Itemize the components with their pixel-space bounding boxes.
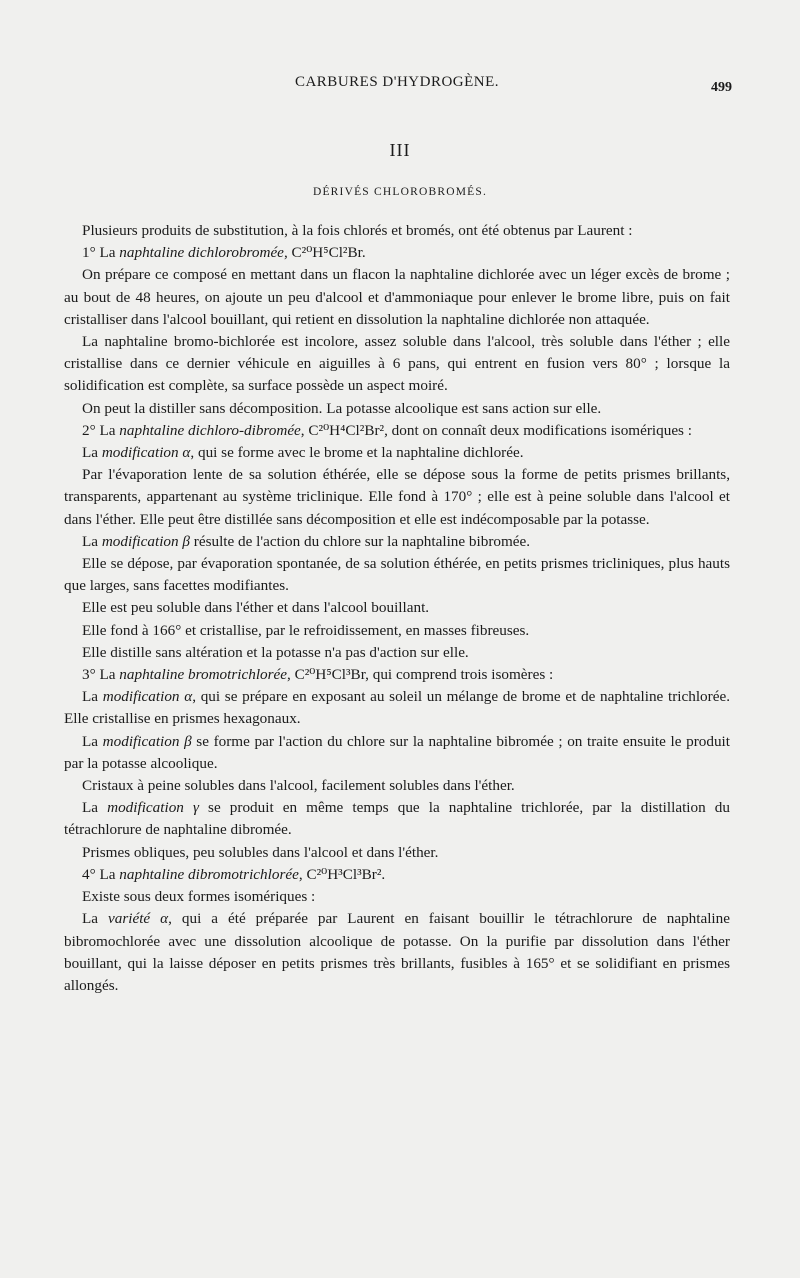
paragraph [64,331,730,398]
paragraph [64,464,730,531]
paragraph-text: , C²⁰H⁴Cl²Br², dont on connaît deux modifications isomériques : [300,421,692,439]
paragraph [64,842,730,864]
paragraph [64,797,730,841]
paragraph-emphasis: naphtaline dibromotrichlorée [119,865,299,883]
running-title: CARBURES D'HYDROGÈNE. [294,74,500,90]
section-title: DÉRIVÉS CHLOROBROMÉS. [312,186,488,198]
page-header [62,74,732,96]
paragraph [64,775,730,797]
paragraph-text: 1° La [82,244,120,262]
paragraph-text: La [82,910,108,928]
paragraph [64,553,730,597]
paragraph-emphasis: naphtaline dichloro-dibromée [119,421,301,439]
paragraph-emphasis: naphtaline dichlorobromée [119,244,284,262]
paragraph [64,442,730,464]
paragraph [64,620,730,642]
paragraph-text: La [82,532,102,550]
paragraph-text: Elle distille sans altération et la potasse n'a pas d'action sur elle. [82,643,469,661]
paragraph-text: On prépare ce composé en mettant dans un flacon la naphtaline dichlorée avec un léger excès de brome ; au bout de 48 heures, on ajoute un peu d'alcool et d'ammoniaque pour enlever le brome libre, puis on fait cristalliser dans l'alcool bouillant, qui retient en dissolution la naphtaline dichlorée non attaquée. [64,266,730,328]
paragraph [64,908,730,997]
paragraph-emphasis: modification α [102,688,193,706]
paragraph-emphasis: modification α [101,444,191,462]
paragraph-text: Existe sous deux formes isomériques : [82,888,316,906]
paragraph-emphasis: modification β [101,532,190,550]
paragraph-text: Prismes obliques, peu solubles dans l'alcool et dans l'éther. [82,843,439,861]
paragraph-emphasis: modification β [102,732,192,750]
paragraph-text: 2° La [82,421,120,439]
paragraph-text: Elle se dépose, par évaporation spontanée, de sa solution éthérée, en petits prismes tricliniques, plus hauts que larges, sans facettes modifiantes. [64,555,730,595]
paragraph-text: se produit en même temps que la naphtaline trichlorée, par la distillation du tétrachlorure de naphtaline dibromée. [64,799,730,839]
body-text [64,220,730,997]
paragraph-text: La [82,444,102,462]
paragraph [64,264,730,331]
paragraph-text: , qui a été préparée par Laurent en faisant bouillir le tétrachlorure de naphtaline bibromochlorée avec une dissolution alcoolique de potasse. On la purifie par dissolution dans l'éther bouillant, qui la laisse déposer en petits prismes très brillants, fusibles à 165° et se solidifiant en prismes allongés. [64,910,730,994]
paragraph [64,242,730,264]
paragraph-text: Cristaux à peine solubles dans l'alcool, facilement solubles dans l'éther. [82,777,515,795]
paragraph-emphasis: modification γ [107,799,199,817]
paragraph [64,398,730,420]
paragraph-text: Par l'évaporation lente de sa solution éthérée, elle se dépose sous la forme de petits prismes brillants, transparents, appartenant au système triclinique. Elle fond à 170° ; elle est à peine soluble dans l'alcool et dans l'éther. Elle peut être distillée sans décomposition et elle est indécomposable par la potasse. [64,466,730,528]
paragraph [64,664,730,686]
paragraph [64,686,730,730]
paragraph [64,597,730,619]
paragraph [64,420,730,442]
paragraph [64,220,730,242]
paragraph-text: Elle fond à 166° et cristallise, par le refroidissement, en masses fibreuses. [82,621,530,639]
paragraph-text: Elle est peu soluble dans l'éther et dans l'alcool bouillant. [82,599,430,617]
paragraph [64,886,730,908]
page-number: 499 [711,80,732,95]
paragraph [64,731,730,775]
paragraph-text: , qui se forme avec le brome et la naphtaline dichlorée. [190,444,524,462]
paragraph-emphasis: naphtaline bromotrichlorée [119,666,288,684]
paragraph-text: 4° La [82,865,120,883]
paragraph-text: Plusieurs produits de substitution, à la fois chlorés et bromés, ont été obtenus par Laurent : [82,222,633,239]
paragraph [64,864,730,886]
section-number: III [389,140,411,160]
paragraph-text: , C²⁰H⁵Cl³Br, qui comprend trois isomères : [287,666,554,684]
paragraph-text: 3° La [82,666,120,684]
paragraph-text: résulte de l'action du chlore sur la naphtaline bibromée. [189,532,531,550]
paragraph-text: se forme par l'action du chlore sur la naphtaline bibromée ; on traite ensuite le produit par la potasse alcoolique. [64,732,730,772]
paragraph-text: , qui se prépare en exposant au soleil un mélange de brome et de naphtaline trichlorée. Elle cristallise en prismes hexagonaux. [64,688,730,728]
paragraph-text: La [82,799,108,817]
paragraph [64,642,730,664]
paragraph-text: , C²⁰H⁵Cl²Br. [283,244,366,262]
paragraph-emphasis: variété α [108,910,169,928]
paragraph-text: La [82,688,103,706]
paragraph [64,531,730,553]
paragraph-text: , C²⁰H³Cl³Br². [298,865,386,883]
paragraph-text: La naphtaline bromo-bichlorée est incolore, assez soluble dans l'alcool, très soluble dans l'éther ; elle cristallise dans ce dernier véhicule en aiguilles à 6 pans, qui entrent en fusion vers 80° ; lorsque la solidification est complète, sa surface possède un aspect moiré. [64,333,730,395]
paragraph-text: La [82,732,103,750]
paragraph-text: On peut la distiller sans décomposition. La potasse alcoolique est sans action sur elle. [82,399,602,417]
